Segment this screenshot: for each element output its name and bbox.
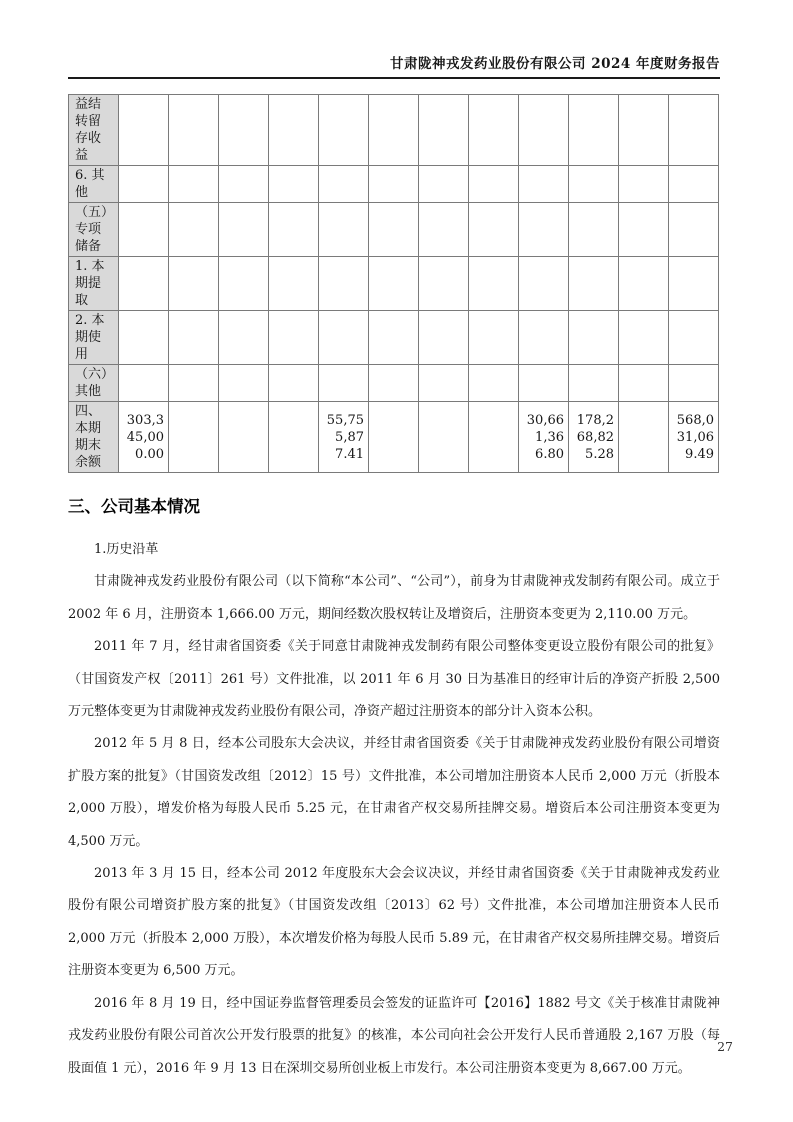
value-cell xyxy=(219,257,269,311)
value-cell xyxy=(169,95,219,166)
value-cell xyxy=(569,257,619,311)
value-cell xyxy=(319,365,369,402)
value-cell xyxy=(519,257,569,311)
row-label-cell: 1. 本期提取 xyxy=(69,257,119,311)
row-label-cell: 四、本期期末余额 xyxy=(69,402,119,473)
value-cell xyxy=(369,311,419,365)
table-row xyxy=(69,166,719,203)
row-label-cell: 6. 其他 xyxy=(69,166,119,203)
value-cell xyxy=(319,95,369,166)
value-cell xyxy=(319,166,369,203)
value-cell xyxy=(469,203,519,257)
equity-change-table xyxy=(68,94,719,473)
value-cell xyxy=(219,365,269,402)
table-row xyxy=(69,257,719,311)
value-cell xyxy=(619,311,669,365)
value-cell xyxy=(119,95,169,166)
value-cell xyxy=(119,365,169,402)
value-cell xyxy=(419,402,469,473)
value-cell xyxy=(419,257,469,311)
value-cell xyxy=(119,257,169,311)
value-cell xyxy=(369,402,419,473)
value-cell xyxy=(119,311,169,365)
value-cell xyxy=(419,365,469,402)
value-cell xyxy=(269,257,319,311)
value-cell xyxy=(269,166,319,203)
row-label-cell: 益结转留存收益 xyxy=(69,95,119,166)
value-cell xyxy=(119,166,169,203)
value-cell xyxy=(219,166,269,203)
value-cell xyxy=(369,365,419,402)
value-cell xyxy=(669,257,719,311)
table-row xyxy=(69,311,719,365)
value-cell xyxy=(619,365,669,402)
table-row xyxy=(69,365,719,402)
value-cell: 303,345,000.00 xyxy=(119,402,169,473)
value-cell xyxy=(669,203,719,257)
value-cell xyxy=(269,95,319,166)
value-cell xyxy=(319,257,369,311)
row-label-cell: （五）专项储备 xyxy=(69,203,119,257)
value-cell xyxy=(569,365,619,402)
value-cell xyxy=(169,166,219,203)
value-cell: 178,268,825.28 xyxy=(569,402,619,473)
value-cell xyxy=(469,402,519,473)
value-cell xyxy=(519,203,569,257)
value-cell xyxy=(519,166,569,203)
header-title: 甘肃陇神戎发药业股份有限公司 2024 年度财务报告 xyxy=(390,56,720,72)
value-cell xyxy=(469,311,519,365)
body-paragraph: 2016 年 8 月 19 日，经中国证券监督管理委员会签发的证监许可【2016】1882 号文《关于核准甘肃陇神戎发药业股份有限公司首次公开发行股票的批复》的核准，本公司向社会公开发行人民币普通股 2,167 万股（每股面值 1 元），2016 年 9 月 13 日在深圳交易所创业板上市发行。本公司注册资本变更为 8,667.00 万元。 xyxy=(68,995,720,1076)
value-cell xyxy=(619,95,669,166)
value-cell xyxy=(119,203,169,257)
value-cell xyxy=(369,166,419,203)
body-paragraph: 1.历史沿革 xyxy=(94,542,159,557)
section-heading: 三、公司基本情况 xyxy=(68,497,200,516)
value-cell xyxy=(219,95,269,166)
value-cell xyxy=(219,311,269,365)
value-cell xyxy=(369,257,419,311)
value-cell xyxy=(519,365,569,402)
value-cell xyxy=(669,166,719,203)
value-cell xyxy=(219,402,269,473)
value-cell xyxy=(569,311,619,365)
row-label-cell: 2. 本期使用 xyxy=(69,311,119,365)
value-cell xyxy=(619,203,669,257)
value-cell xyxy=(369,203,419,257)
value-cell xyxy=(319,203,369,257)
value-cell xyxy=(269,311,319,365)
value-cell xyxy=(519,311,569,365)
value-cell xyxy=(569,95,619,166)
value-cell: 30,661,366.80 xyxy=(519,402,569,473)
value-cell xyxy=(319,311,369,365)
value-cell: 55,755,877.41 xyxy=(319,402,369,473)
value-cell xyxy=(469,166,519,203)
value-cell xyxy=(269,203,319,257)
value-cell xyxy=(569,203,619,257)
body-paragraph: 2011 年 7 月，经甘肃省国资委《关于同意甘肃陇神戎发制药有限公司整体变更设立股份有限公司的批复》（甘国资发产权〔2011〕261 号）文件批准，以 2011 年 6 月 30 日为基准日的经审计后的净资产折股 2,500 万元整体变更为甘肃陇神戎发药业股份有限公司，净资产超过注册资本的部分计入资本公积。 xyxy=(68,639,720,720)
body-paragraph: 甘肃陇神戎发药业股份有限公司（以下简称“本公司”、“公司”），前身为甘肃陇神戎发制药有限公司。成立于 2002 年 6 月，注册资本 1,666.00 万元，期间经数次股权转让及增资后，注册资本变更为 2,110.00 万元。 xyxy=(68,574,720,622)
table-row xyxy=(69,402,719,473)
page-number: 27 xyxy=(717,1039,733,1054)
body-paragraph: 2013 年 3 月 15 日，经本公司 2012 年度股东大会会议决议，并经甘肃省国资委《关于甘肃陇神戎发药业股份有限公司增资扩股方案的批复》（甘国资发改组〔2013〕62 号）文件批准，本公司增加注册资本人民币 2,000 万元（折股本 2,000 万股），本次增发价格为每股人民币 5.89 元，在甘肃省产权交易所挂牌交易。增资后注册资本变更为 6,500 万元。 xyxy=(68,866,720,979)
value-cell xyxy=(669,365,719,402)
value-cell xyxy=(469,365,519,402)
value-cell xyxy=(669,311,719,365)
value-cell: 568,031,069.49 xyxy=(669,402,719,473)
value-cell xyxy=(519,95,569,166)
value-cell xyxy=(219,203,269,257)
value-cell xyxy=(569,166,619,203)
value-cell xyxy=(169,402,219,473)
row-label-cell: （六）其他 xyxy=(69,365,119,402)
value-cell xyxy=(619,402,669,473)
value-cell xyxy=(419,95,469,166)
value-cell xyxy=(469,95,519,166)
value-cell xyxy=(669,95,719,166)
table-row xyxy=(69,95,719,166)
value-cell xyxy=(419,166,469,203)
value-cell xyxy=(169,203,219,257)
body-paragraph: 2012 年 5 月 8 日，经本公司股东大会决议，并经甘肃省国资委《关于甘肃陇神戎发药业股份有限公司增资扩股方案的批复》（甘国资发改组〔2012〕15 号）文件批准，本公司增加注册资本人民币 2,000 万元（折股本 2,000 万股），增发价格为每股人民币 5.25 元，在甘肃省产权交易所挂牌交易。增资后本公司注册资本变更为 4,500 万元。 xyxy=(68,736,720,849)
value-cell xyxy=(469,257,519,311)
value-cell xyxy=(619,257,669,311)
value-cell xyxy=(419,203,469,257)
value-cell xyxy=(169,365,219,402)
document-header xyxy=(68,0,720,79)
value-cell xyxy=(269,402,319,473)
value-cell xyxy=(169,311,219,365)
value-cell xyxy=(269,365,319,402)
value-cell xyxy=(619,166,669,203)
table-row xyxy=(69,203,719,257)
value-cell xyxy=(369,95,419,166)
value-cell xyxy=(419,311,469,365)
value-cell xyxy=(169,257,219,311)
history-section xyxy=(68,534,720,1085)
